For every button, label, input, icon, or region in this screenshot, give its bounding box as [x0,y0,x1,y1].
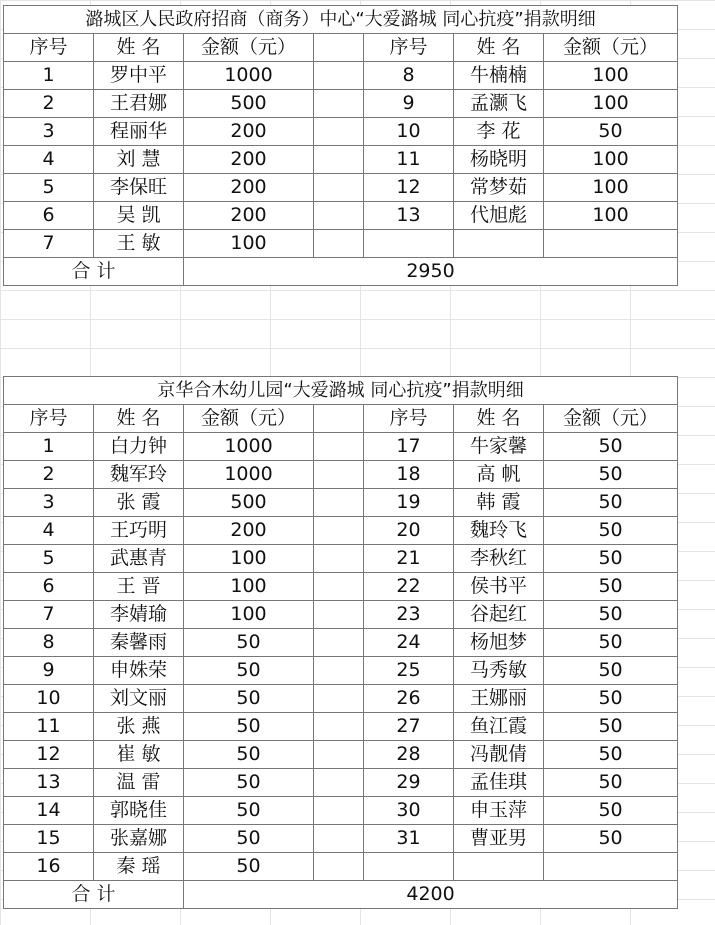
name-cell: 张嘉娜 [94,825,184,853]
amount-cell: 100 [184,230,314,258]
spacer-cell [314,741,364,769]
name-cell: 白力钟 [94,433,184,461]
name-cell: 孟灏飞 [454,90,544,118]
serial-cell [364,230,454,258]
amount-cell: 200 [184,517,314,545]
amount-cell: 100 [544,202,678,230]
spacer-cell [314,90,364,118]
serial-cell: 17 [364,433,454,461]
name-cell: 秦 瑶 [94,853,184,881]
name-cell: 李保旺 [94,174,184,202]
serial-cell: 13 [4,769,94,797]
title-row [4,6,678,34]
spacer-cell [314,601,364,629]
header-amount: 金额（元） [544,405,678,433]
name-cell: 王君娜 [94,90,184,118]
serial-cell: 20 [364,517,454,545]
amount-cell: 50 [184,853,314,881]
amount-cell [544,853,678,881]
spacer-cell [314,545,364,573]
header-name: 姓 名 [454,405,544,433]
table-row [4,601,678,629]
header-serial: 序号 [4,405,94,433]
name-cell: 牛家馨 [454,433,544,461]
name-cell [454,230,544,258]
serial-cell: 8 [364,62,454,90]
serial-cell: 21 [364,545,454,573]
spacer-cell [314,797,364,825]
name-cell: 曹亚男 [454,825,544,853]
serial-cell: 30 [364,797,454,825]
name-cell: 牛楠楠 [454,62,544,90]
amount-cell: 50 [544,573,678,601]
name-cell: 孟佳琪 [454,769,544,797]
amount-cell: 50 [184,713,314,741]
amount-cell: 50 [184,629,314,657]
serial-cell: 12 [4,741,94,769]
total-value: 4200 [184,881,678,909]
name-cell: 刘文丽 [94,685,184,713]
name-cell: 王 晋 [94,573,184,601]
name-cell: 程丽华 [94,118,184,146]
amount-cell: 50 [544,433,678,461]
serial-cell: 11 [4,713,94,741]
table-row [4,202,678,230]
serial-cell: 10 [4,685,94,713]
name-cell: 王巧明 [94,517,184,545]
amount-cell: 1000 [184,433,314,461]
table-row [4,489,678,517]
serial-cell: 26 [364,685,454,713]
table-row [4,545,678,573]
serial-cell: 2 [4,461,94,489]
table-row [4,90,678,118]
spacer-cell [314,517,364,545]
header-name: 姓 名 [454,34,544,62]
table-row [4,461,678,489]
total-value: 2950 [184,258,678,286]
name-cell: 秦馨雨 [94,629,184,657]
amount-cell: 100 [544,62,678,90]
name-cell: 李 花 [454,118,544,146]
table-row [4,517,678,545]
serial-cell: 5 [4,174,94,202]
table-row [4,657,678,685]
spacer-cell [314,405,364,433]
serial-cell: 1 [4,62,94,90]
name-cell: 郭晓佳 [94,797,184,825]
serial-cell: 16 [4,853,94,881]
name-cell: 崔 敏 [94,741,184,769]
header-row [4,34,678,62]
amount-cell: 1000 [184,62,314,90]
amount-cell: 50 [184,741,314,769]
serial-cell: 29 [364,769,454,797]
table-row [4,741,678,769]
amount-cell: 50 [544,685,678,713]
amount-cell [544,230,678,258]
table-row [4,769,678,797]
amount-cell: 50 [544,118,678,146]
spacer-cell [314,657,364,685]
serial-cell: 7 [4,601,94,629]
serial-cell: 10 [364,118,454,146]
name-cell: 冯靓倩 [454,741,544,769]
amount-cell: 100 [544,90,678,118]
spacer-cell [314,713,364,741]
amount-cell: 500 [184,489,314,517]
table-row [4,573,678,601]
name-cell: 侯书平 [454,573,544,601]
spacer-cell [314,461,364,489]
serial-cell [364,853,454,881]
amount-cell: 50 [544,517,678,545]
serial-cell: 7 [4,230,94,258]
header-serial: 序号 [4,34,94,62]
amount-cell: 500 [184,90,314,118]
header-row [4,405,678,433]
serial-cell: 9 [364,90,454,118]
spacer-cell [314,685,364,713]
amount-cell: 100 [544,146,678,174]
name-cell: 申姝荣 [94,657,184,685]
serial-cell: 15 [4,825,94,853]
table-row [4,825,678,853]
spacer-cell [314,62,364,90]
header-amount: 金额（元） [184,405,314,433]
spacer-cell [314,489,364,517]
header-amount: 金额（元） [184,34,314,62]
serial-cell: 28 [364,741,454,769]
table-row [4,118,678,146]
serial-cell: 8 [4,629,94,657]
amount-cell: 100 [184,573,314,601]
donation-table-kindergarten [3,376,678,909]
serial-cell: 3 [4,118,94,146]
name-cell: 王 敏 [94,230,184,258]
table-row [4,230,678,258]
serial-cell: 13 [364,202,454,230]
total-row [4,258,678,286]
amount-cell: 1000 [184,461,314,489]
name-cell: 张 燕 [94,713,184,741]
table-row [4,853,678,881]
spacer-cell [314,573,364,601]
name-cell: 魏军玲 [94,461,184,489]
table-row [4,62,678,90]
name-cell: 申玉萍 [454,797,544,825]
serial-cell: 25 [364,657,454,685]
header-name: 姓 名 [94,405,184,433]
spacer-cell [314,230,364,258]
name-cell: 鱼江霞 [454,713,544,741]
serial-cell: 6 [4,573,94,601]
serial-cell: 1 [4,433,94,461]
amount-cell: 50 [184,657,314,685]
spacer-cell [314,825,364,853]
header-name: 姓 名 [94,34,184,62]
name-cell: 吴 凯 [94,202,184,230]
name-cell: 李婧瑜 [94,601,184,629]
amount-cell: 50 [184,825,314,853]
table-row [4,629,678,657]
total-label: 合 计 [4,881,184,909]
table-row [4,685,678,713]
name-cell: 武惠青 [94,545,184,573]
header-serial: 序号 [364,405,454,433]
name-cell: 杨旭梦 [454,629,544,657]
amount-cell: 50 [184,797,314,825]
amount-cell: 200 [184,174,314,202]
serial-cell: 31 [364,825,454,853]
name-cell: 谷起红 [454,601,544,629]
serial-cell: 4 [4,146,94,174]
name-cell: 王娜丽 [454,685,544,713]
amount-cell: 50 [544,489,678,517]
amount-cell: 50 [544,601,678,629]
title-row [4,377,678,405]
name-cell: 代旭彪 [454,202,544,230]
serial-cell: 18 [364,461,454,489]
spacer-cell [314,174,364,202]
amount-cell: 50 [544,825,678,853]
amount-cell: 100 [184,601,314,629]
serial-cell: 22 [364,573,454,601]
spacer-cell [314,433,364,461]
spacer-cell [314,202,364,230]
name-cell: 温 雷 [94,769,184,797]
amount-cell: 50 [184,685,314,713]
amount-cell: 50 [544,741,678,769]
serial-cell: 27 [364,713,454,741]
name-cell: 常梦茹 [454,174,544,202]
serial-cell: 12 [364,174,454,202]
name-cell: 刘 慧 [94,146,184,174]
serial-cell: 2 [4,90,94,118]
serial-cell: 23 [364,601,454,629]
name-cell: 马秀敏 [454,657,544,685]
amount-cell: 50 [544,713,678,741]
amount-cell: 50 [544,461,678,489]
serial-cell: 4 [4,517,94,545]
table-title: 京华合木幼儿园“大爱潞城 同心抗疫”捐款明细 [4,377,678,405]
donation-table-commerce-center [3,5,678,286]
total-row [4,881,678,909]
table-title: 潞城区人民政府招商（商务）中心“大爱潞城 同心抗疫”捐款明细 [4,6,678,34]
serial-cell: 6 [4,202,94,230]
name-cell: 张 霞 [94,489,184,517]
header-serial: 序号 [364,34,454,62]
spacer-cell [314,146,364,174]
name-cell [454,853,544,881]
name-cell: 杨晓明 [454,146,544,174]
amount-cell: 50 [544,769,678,797]
serial-cell: 5 [4,545,94,573]
amount-cell: 100 [184,545,314,573]
serial-cell: 19 [364,489,454,517]
table-row [4,713,678,741]
serial-cell: 14 [4,797,94,825]
amount-cell: 200 [184,146,314,174]
spacer-cell [314,853,364,881]
name-cell: 魏玲飞 [454,517,544,545]
amount-cell: 50 [544,545,678,573]
amount-cell: 50 [184,769,314,797]
table-row [4,146,678,174]
amount-cell: 50 [544,657,678,685]
spacer-cell [314,769,364,797]
spacer-cell [314,34,364,62]
table-row [4,433,678,461]
total-label: 合 计 [4,258,184,286]
spacer-cell [314,629,364,657]
table-row [4,797,678,825]
name-cell: 高 帆 [454,461,544,489]
serial-cell: 24 [364,629,454,657]
amount-cell: 50 [544,797,678,825]
serial-cell: 11 [364,146,454,174]
amount-cell: 200 [184,202,314,230]
name-cell: 罗中平 [94,62,184,90]
name-cell: 韩 霞 [454,489,544,517]
amount-cell: 100 [544,174,678,202]
serial-cell: 3 [4,489,94,517]
table-row [4,174,678,202]
serial-cell: 9 [4,657,94,685]
spacer-cell [314,118,364,146]
amount-cell: 50 [544,629,678,657]
amount-cell: 200 [184,118,314,146]
header-amount: 金额（元） [544,34,678,62]
name-cell: 李秋红 [454,545,544,573]
